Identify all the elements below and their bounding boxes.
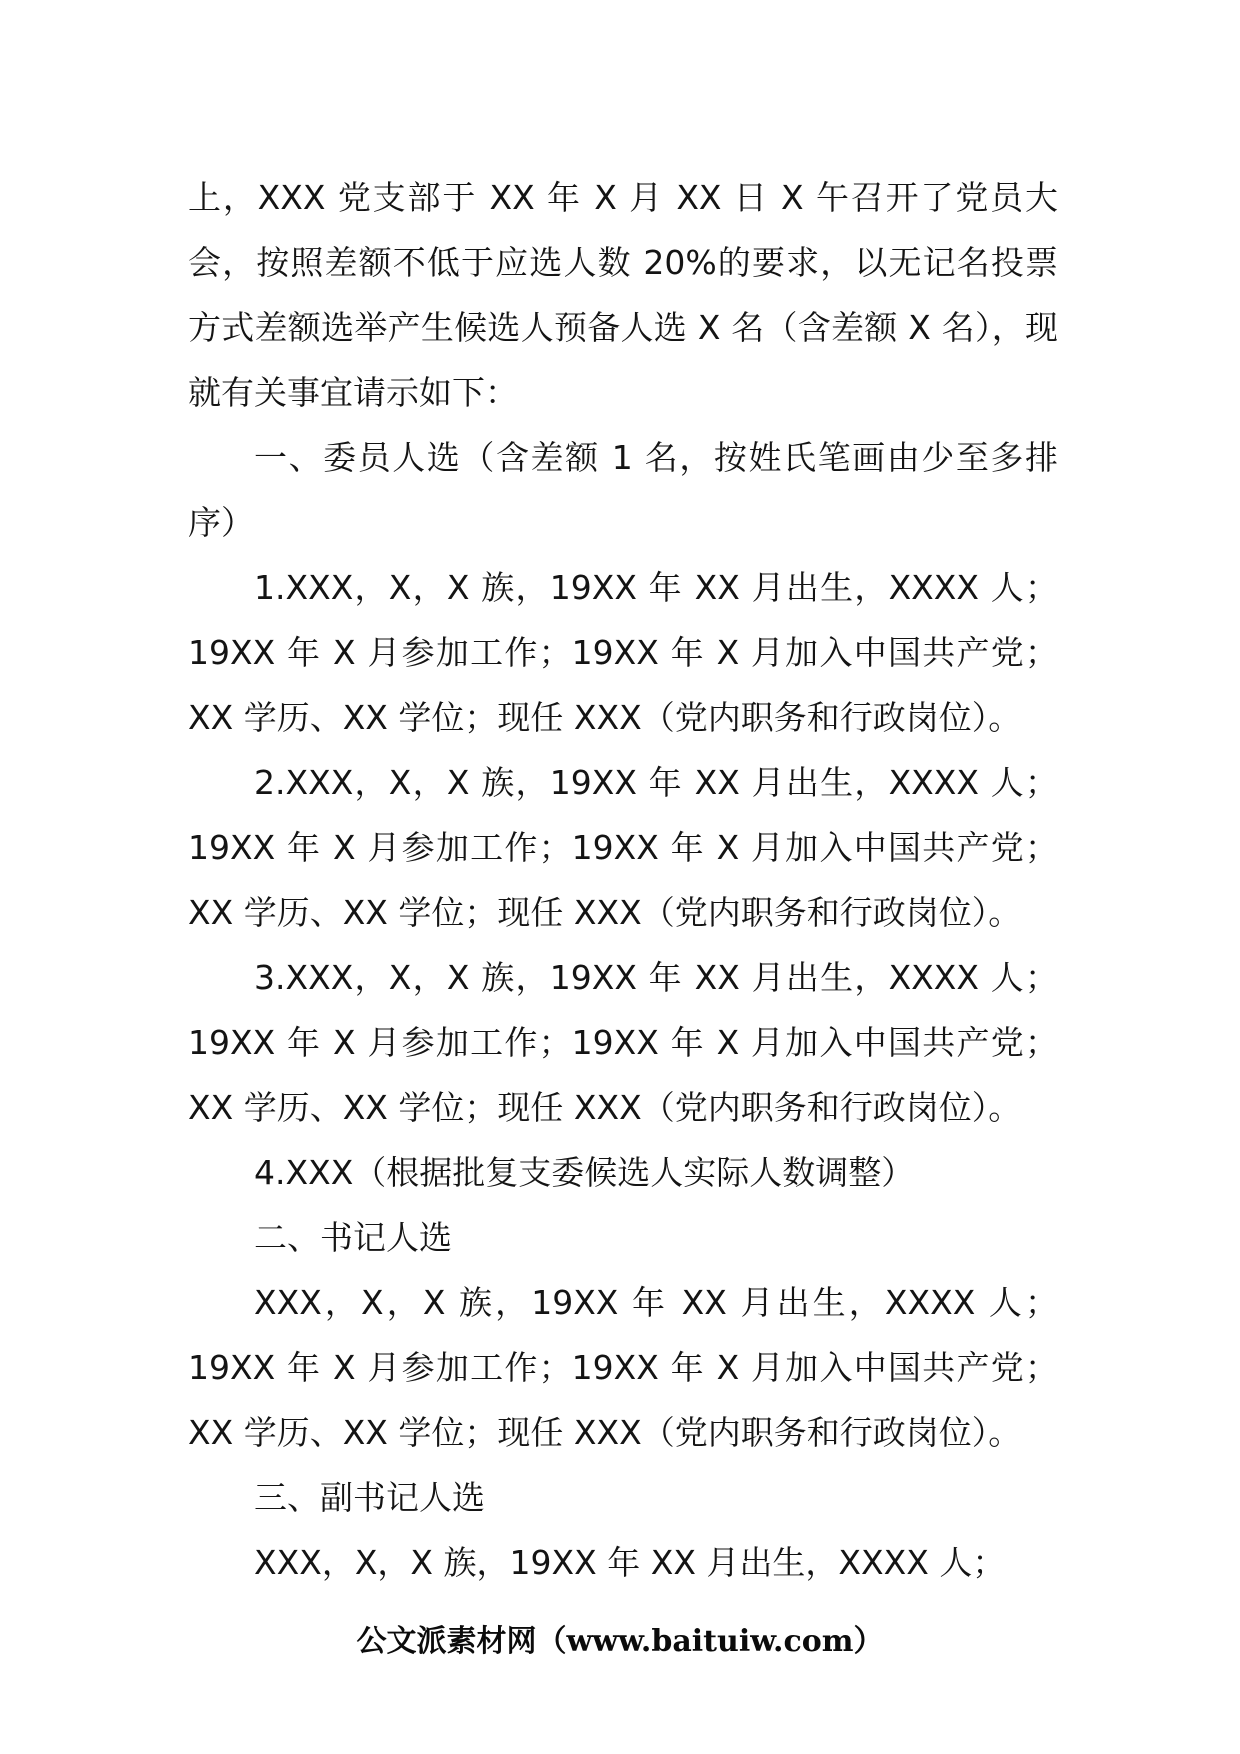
deputy-secretary-candidate-entry: XXX，X，X 族，19XX 年 XX 月出生，XXXX 人； <box>254 1543 1006 1582</box>
candidate-entry-4: 4.XXX（根据批复支委候选人实际人数调整） <box>254 1153 915 1192</box>
document-body <box>188 165 1058 1595</box>
candidate-entry-1: 1.XXX，X，X 族，19XX 年 XX 月出生，XXXX 人；19XX 年 X 月参加工作；19XX 年 X 月加入中国共产党；XX 学历、XX 学位；现任 XXX（党内职务和行政岗位）。 <box>188 568 1058 737</box>
candidate-entry-3: 3.XXX，X，X 族，19XX 年 XX 月出生，XXXX 人；19XX 年 X 月参加工作；19XX 年 X 月加入中国共产党；XX 学历、XX 学位；现任 XXX（党内职务和行政岗位）。 <box>188 958 1058 1127</box>
footer-watermark-text: 公文派素材网（www.baituiw.com） <box>356 1624 884 1659</box>
section-heading-committee-members: 一、委员人选（含差额 1 名，按姓氏笔画由少至多排序） <box>188 438 1058 542</box>
paragraph-intro-continued: 上，XXX 党支部于 XX 年 X 月 XX 日 X 午召开了党员大会，按照差额不低于应选人数 20%的要求，以无记名投票方式差额选举产生候选人预备人选 X 名（含差额 X 名），现就有关事宜请示如下： <box>188 178 1058 412</box>
section-heading-deputy-secretary: 三、副书记人选 <box>254 1478 485 1517</box>
candidate-entry-2: 2.XXX，X，X 族，19XX 年 XX 月出生，XXXX 人；19XX 年 X 月参加工作；19XX 年 X 月加入中国共产党；XX 学历、XX 学位；现任 XXX（党内职务和行政岗位）。 <box>188 763 1058 932</box>
section-heading-secretary: 二、书记人选 <box>254 1218 452 1257</box>
secretary-candidate-entry: XXX，X，X 族，19XX 年 XX 月出生，XXXX 人；19XX 年 X 月参加工作；19XX 年 X 月加入中国共产党；XX 学历、XX 学位；现任 XXX（党内职务和行政岗位）。 <box>188 1283 1058 1452</box>
